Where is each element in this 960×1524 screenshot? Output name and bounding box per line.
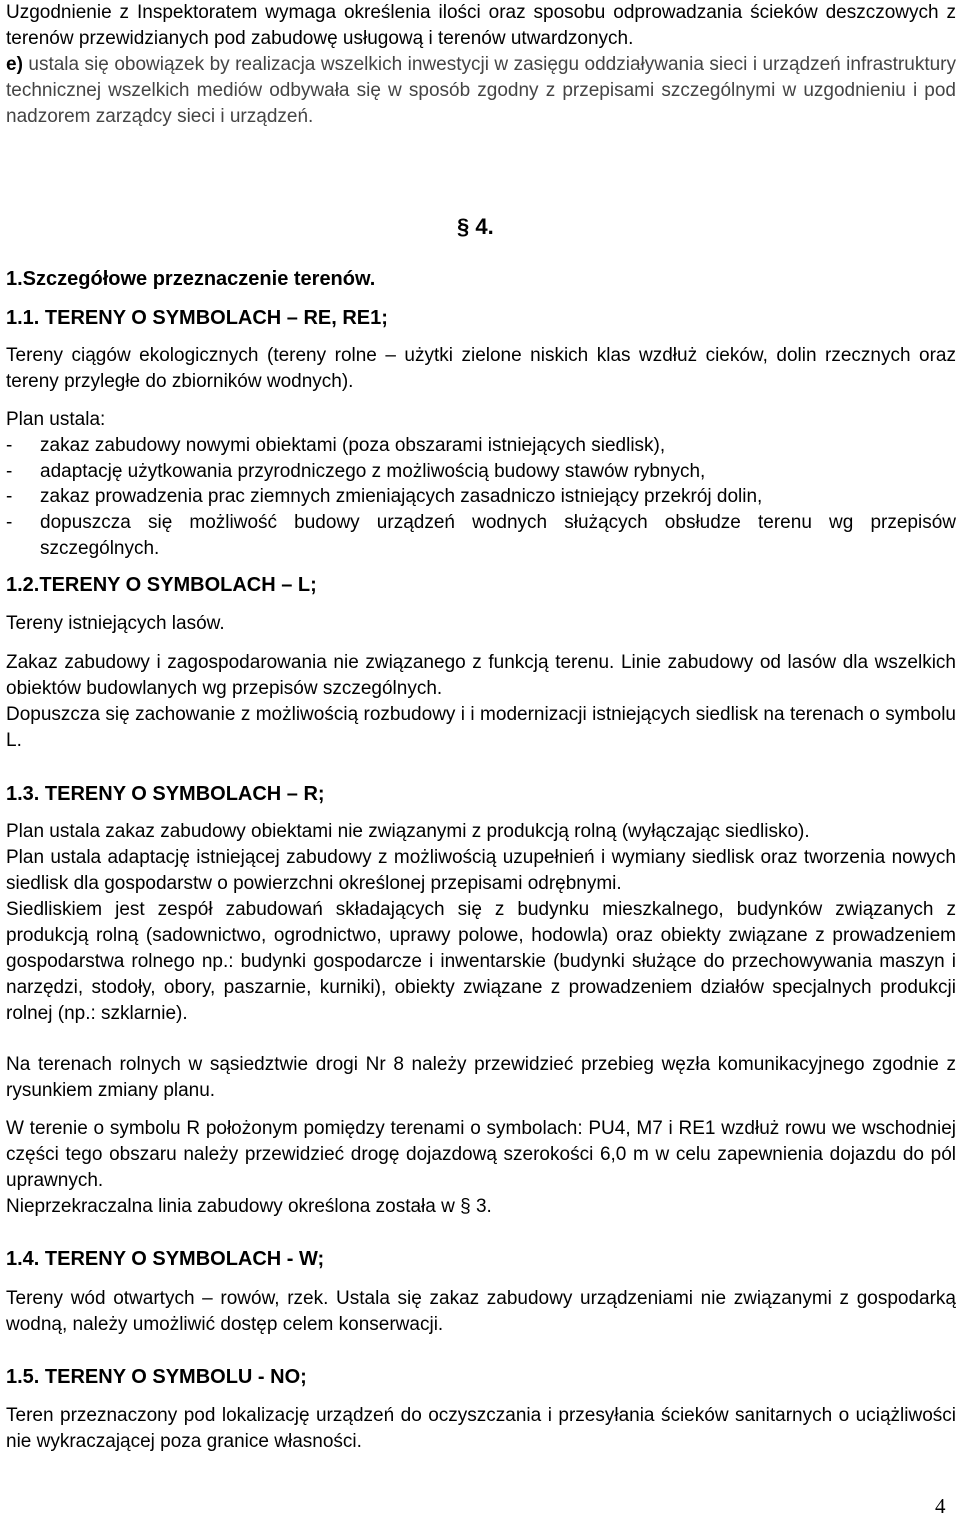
section-1-2-p2-a: Zakaz zabudowy i zagospodarowania nie związanego z funkcją terenu.	[6, 652, 621, 673]
list-dash: -	[6, 486, 13, 507]
list-item: dopuszcza się możliwość budowy urządzeń wodnych służących obsłudze terenu wg przepisów szczególnych.	[40, 512, 956, 559]
section-1-3-p1: Plan ustala zakaz zabudowy obiektami nie związanymi z produkcją rolną (wyłączając siedlisko).	[6, 821, 810, 842]
list-item: adaptację użytkowania przyrodniczego z możliwością budowy stawów rybnych,	[40, 461, 706, 482]
section-1-3-p5: W terenie o symbolu R położonym pomiędzy terenami o symbolach: PU4, M7 i RE1 wzdłuż rowu we wschodniej części tego obszaru należy przewidzieć drogę dojazdową szerokości 6,0 m w celu zapewnienia dojazdu do pól uprawnych.	[6, 1118, 956, 1191]
section-1-3-p6: Nieprzekraczalna linia zabudowy określona została w § 3.	[6, 1196, 492, 1217]
section-sign-heading: § 4.	[457, 214, 494, 239]
paragraph-e-infrastructure	[6, 52, 956, 130]
list-marker-e: e)	[6, 54, 23, 75]
section-1-2-p3: Dopuszcza się zachowanie z możliwością rozbudowy i i modernizacji istniejących siedlisk na terenach o symbolu L.	[6, 704, 956, 751]
paragraph-e-text: ustala się obowiązek by realizacja wszelkich inwestycji w zasięgu oddziaływania sieci i urządzeń infrastruktury technicznej wszelkich mediów odbywała się w sposób zgodny z przepisami szczególnymi w uzgodnieniu i pod nadzorem zarządcy sieci i urządzeń.	[6, 54, 956, 127]
section-1-4-title: 1.4. TERENY O SYMBOLACH - W;	[6, 1248, 325, 1270]
section-1-title: 1.Szczegółowe przeznaczenie terenów.	[6, 268, 376, 290]
list-dash: -	[6, 435, 13, 456]
section-1-2-p2	[6, 650, 956, 702]
section-1-3-p4: Na terenach rolnych w sąsiedztwie drogi Nr 8 należy przewidzieć przebieg węzła komunikacyjnego zgodnie z rysunkiem zmiany planu.	[6, 1054, 956, 1101]
list-dash: -	[6, 461, 13, 482]
section-1-5-title: 1.5. TERENY O SYMBOLU - NO;	[6, 1366, 307, 1388]
section-1-2-p2-b: Linie zabudowy od lasów dla wszelkich obiektów budowlanych wg przepisów szczególnych.	[6, 652, 956, 699]
section-1-1-description: Tereny ciągów ekologicznych (tereny rolne – użytki zielone niskich klas wzdłuż cieków, dolin rzecznych oraz tereny przyległe do zbiorników wodnych).	[6, 345, 956, 392]
section-1-3-p2: Plan ustala adaptację istniejącej zabudowy z możliwością uzupełnień i wymiany siedlisk oraz tworzenia nowych siedlisk dla gospodarstw o powierzchni określonej przepisami odrębnymi.	[6, 847, 956, 894]
section-1-3-p3: Siedliskiem jest zespół zabudowań składających się z budynku mieszkalnego, budynków związanych z produkcją rolną (sadownictwo, ogrodnictwo, uprawy polowe, hodowla) oraz obiekty związane z prowadzeniem gospodarstwa rolnego np.: budynki gospodarcze i inwentarskie (budynki służące do przechowywania maszyn i narzędzi, stodoły, obory, paszarnie, kurniki), obiekty związane z prowadzeniem działów specjalnych produkcji rolnej (np.: szklarnie).	[6, 899, 956, 1024]
page-number: 4	[935, 1494, 946, 1518]
section-1-4-p1: Tereny wód otwartych – rowów, rzek. Ustala się zakaz zabudowy urządzeniami nie związanymi z gospodarką wodną, należy umożliwić dostęp celem konserwacji.	[6, 1288, 956, 1335]
paragraph-inspektorat: Uzgodnienie z Inspektoratem wymaga określenia ilości oraz sposobu odprowadzania ścieków deszczowych z terenów przewidzianych pod zabudowę usługową i terenów utwardzonych.	[6, 2, 956, 49]
list-item: zakaz prowadzenia prac ziemnych zmieniających zasadniczo istniejący przekrój dolin,	[40, 486, 763, 507]
section-1-3-title: 1.3. TERENY O SYMBOLACH – R;	[6, 783, 325, 805]
section-1-2-title: 1.2.TERENY O SYMBOLACH – L;	[6, 574, 317, 596]
section-1-5-p1: Teren przeznaczony pod lokalizację urządzeń do oczyszczania i przesyłania ścieków sanitarnych o uciążliwości nie wykraczającej poza granice własności.	[6, 1405, 956, 1452]
list-dash: -	[6, 512, 13, 533]
section-1-2-p1: Tereny istniejących lasów.	[6, 613, 225, 634]
section-1-1-title: 1.1. TERENY O SYMBOLACH – RE, RE1;	[6, 307, 388, 329]
plan-ustala-label: Plan ustala:	[6, 409, 106, 430]
list-item: zakaz zabudowy nowymi obiektami (poza obszarami istniejących siedlisk),	[40, 435, 666, 456]
